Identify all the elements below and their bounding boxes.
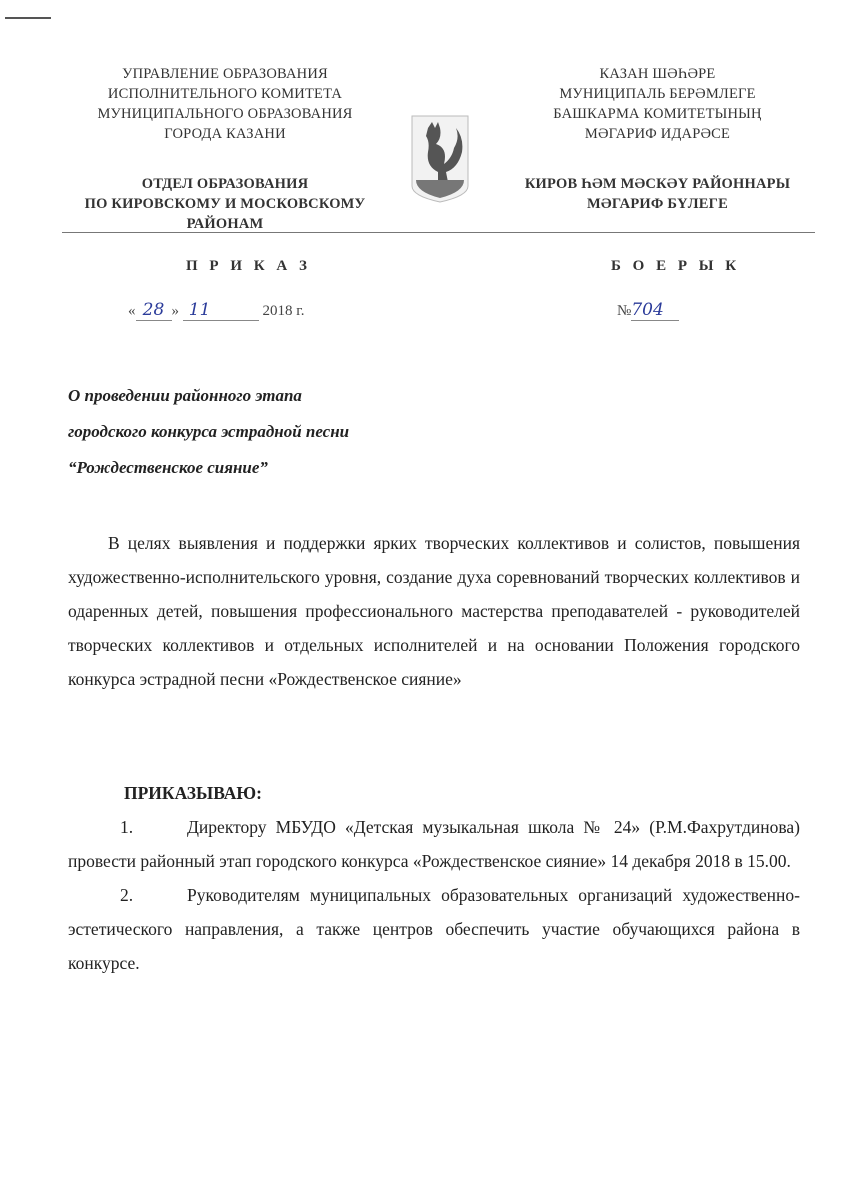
order-number — [617, 300, 679, 321]
order-title-ru: П Р И К А З — [186, 258, 311, 274]
item-text: Директору МБУДО «Детская музыкальная школа № 24» (Р.М.Фахрутдинова) провести районный этап городского конкурса «Рождественское сияние» 14 декабря 2018 в 15.00. — [68, 817, 800, 871]
header-left-dept: РАЙОНАМ — [186, 216, 264, 232]
subject-line: О проведении районного этапа — [68, 386, 302, 405]
subject-line: городского конкурса эстрадной песни — [68, 422, 350, 441]
order-subject — [68, 378, 349, 486]
order-number-value: 704 — [631, 300, 679, 321]
header-right-dept: КИРОВ ҺӘМ МӘСКӘҮ РАЙОННАРЫ — [524, 176, 791, 192]
item-number: 2. — [120, 885, 134, 905]
kazan-coat-of-arms-logo — [408, 108, 472, 204]
header-divider — [62, 232, 815, 233]
item-text: Руководителям муниципальных образовательных организаций художественно-эстетического направления, а также центров обеспечить участие обучающихся района в конкурсе. — [68, 885, 800, 973]
header-left — [60, 64, 390, 234]
order-month: 11 — [183, 300, 259, 321]
order-item — [68, 810, 800, 878]
order-title-tt: Б О Е Р Ы К — [611, 258, 741, 274]
order-day: 28 — [136, 300, 172, 321]
header-right-line: МУНИЦИПАЛЬ БЕРӘМЛЕГЕ — [559, 86, 756, 102]
header-right-line: БАШКАРМА КОМИТЕТЫНЫҢ — [553, 106, 762, 122]
order-item — [68, 878, 800, 980]
order-number-label: № — [617, 303, 632, 319]
order-year: 2018 г. — [262, 303, 305, 319]
scan-mark — [5, 17, 51, 19]
header-left-line: УПРАВЛЕНИЕ ОБРАЗОВАНИЯ — [122, 66, 328, 82]
header-right-dept: МӘГАРИФ БҮЛЕГЕ — [587, 196, 728, 212]
preamble: В целях выявления и поддержки ярких творческих коллективов и солистов, повышения художественно-исполнительского уровня, создание духа соревнований творческих коллективов и одаренных детей, повышения профессионального мастерства преподавателей - руководителей творческих коллективов и отдельных исполнителей и на основании Положения городского конкурса эстрадной песни «Рождественское сияние» — [68, 533, 800, 689]
header-left-line: МУНИЦИПАЛЬНОГО ОБРАЗОВАНИЯ — [97, 106, 353, 122]
order-date: « 28 » 11 2018 г. — [128, 300, 305, 320]
header-left-dept: ОТДЕЛ ОБРАЗОВАНИЯ — [141, 176, 309, 192]
item-number: 1. — [120, 817, 134, 837]
header-left-line: ГОРОДА КАЗАНИ — [164, 126, 286, 142]
header-left-line: ИСПОЛНИТЕЛЬНОГО КОМИТЕТА — [107, 86, 343, 102]
subject-line: “Рождественское сияние” — [68, 458, 268, 477]
header-right-line: МӘГАРИФ ИДАРӘСЕ — [584, 126, 731, 142]
order-items — [68, 810, 800, 980]
header-right — [495, 64, 820, 214]
order-word: ПРИКАЗЫВАЮ: — [124, 783, 262, 803]
header-right-line: КАЗАН ШӘҺӘРЕ — [599, 66, 716, 82]
header-left-dept: ПО КИРОВСКОМУ И МОСКОВСКОМУ — [84, 196, 366, 212]
